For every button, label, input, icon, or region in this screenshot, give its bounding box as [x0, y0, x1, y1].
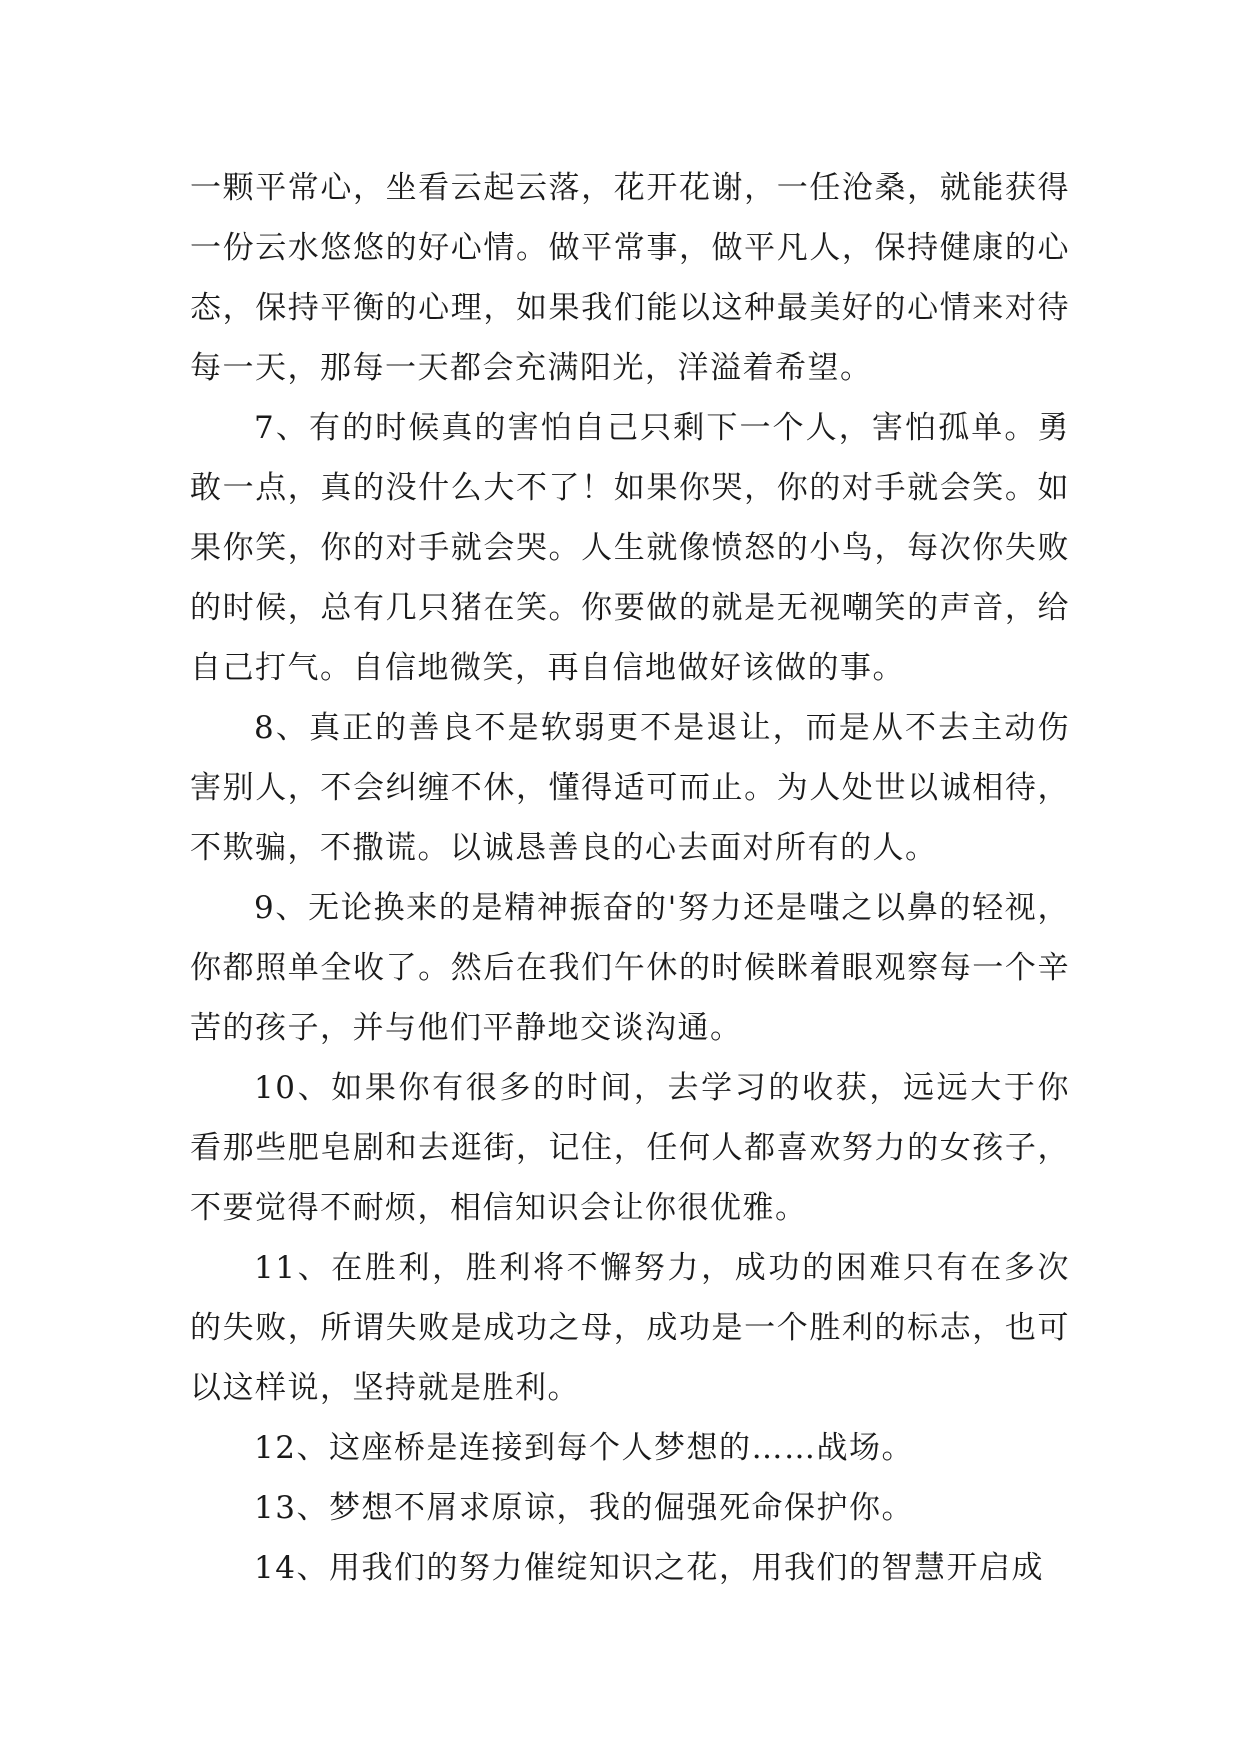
paragraph-7: 7、有的时候真的害怕自己只剩下一个人，害怕孤单。勇敢一点，真的没什么大不了！如果你哭，你的对手就会笑。如果你笑，你的对手就会哭。人生就像愤怒的小鸟，每次你失败的时候，总有几只猪在笑。你要做的就是无视嘲笑的声音，给自己打气。自信地微笑，再自信地做好该做的事。	[190, 410, 1070, 686]
paragraph-11: 11、在胜利，胜利将不懈努力，成功的困难只有在多次的失败，所谓失败是成功之母，成功是一个胜利的标志，也可以这样说，坚持就是胜利。	[190, 1250, 1070, 1406]
paragraph-8: 8、真正的善良不是软弱更不是退让，而是从不去主动伤害别人，不会纠缠不休，懂得适可而止。为人处世以诚相待，不欺骗，不撒谎。以诚恳善良的心去面对所有的人。	[190, 710, 1070, 866]
document-body	[190, 158, 1070, 1598]
paragraph-9: 9、无论换来的是精神振奋的'努力还是嗤之以鼻的轻视，你都照单全收了。然后在我们午休的时候眯着眼观察每一个辛苦的孩子，并与他们平静地交谈沟通。	[190, 890, 1070, 1046]
paragraph-10: 10、如果你有很多的时间，去学习的收获，远远大于你看那些肥皂剧和去逛街，记住，任何人都喜欢努力的女孩子，不要觉得不耐烦，相信知识会让你很优雅。	[190, 1070, 1070, 1226]
paragraph-13: 13、梦想不屑求原谅，我的倔强死命保护你。	[254, 1490, 914, 1526]
paragraph-14: 14、用我们的努力催绽知识之花，用我们的智慧开启成	[254, 1550, 1044, 1586]
paragraph-intro: 一颗平常心，坐看云起云落，花开花谢，一任沧桑，就能获得一份云水悠悠的好心情。做平常事，做平凡人，保持健康的心态，保持平衡的心理，如果我们能以这种最美好的心情来对待每一天，那每一天都会充满阳光，洋溢着希望。	[190, 170, 1070, 386]
paragraph-12: 12、这座桥是连接到每个人梦想的……战场。	[254, 1430, 914, 1466]
